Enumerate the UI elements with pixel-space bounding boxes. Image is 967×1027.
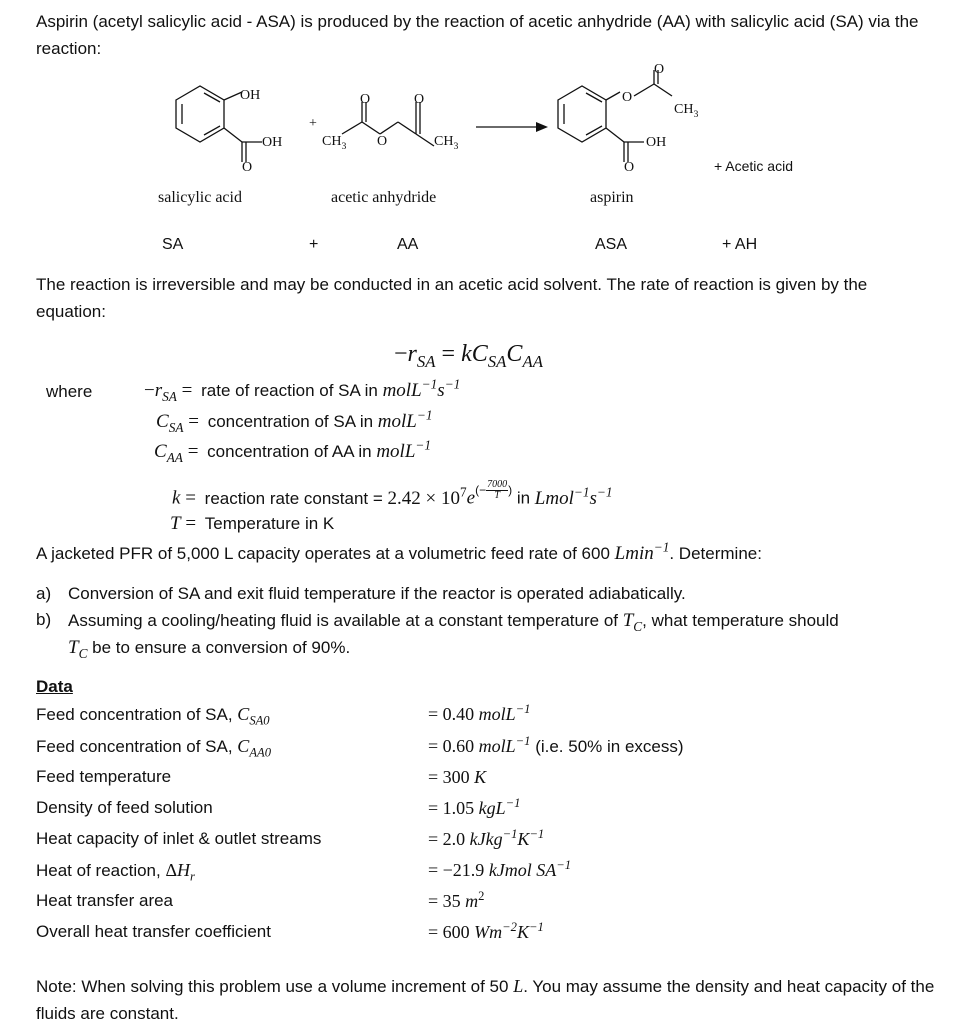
def-row-rate: $-r_{SA}$ = rate of reaction of SA in $molL^{-1}s^{-1}$ xyxy=(144,376,461,404)
sa-oh-top: OH xyxy=(240,88,261,103)
data-row-caa0: Feed concentration of SA, $C_{AA0}$ = 0.60 molL$^{-1}$ (i.e. 50% in excess) xyxy=(36,734,684,760)
asa-ch3: $CH_3$ xyxy=(674,102,699,120)
data-row-u: Overall heat transfer coefficient = 600 $Wm^{-2}K^{-1}$ xyxy=(36,920,544,942)
plus-sign-1: + xyxy=(309,116,317,131)
abbrev-plus: + xyxy=(309,236,319,253)
asa-o: O xyxy=(624,160,635,175)
abbrev-ah: + AH xyxy=(722,236,758,253)
asa-name-label: aspirin xyxy=(590,189,634,206)
data-row-area: Heat transfer area = 35 $m^2$ xyxy=(36,889,485,911)
sa-oh-side: OH xyxy=(262,135,283,150)
where-label: where xyxy=(46,382,93,401)
reaction-scheme xyxy=(150,62,820,222)
aa-ch3-left: $CH_3$ xyxy=(322,134,347,152)
intro-paragraph: Aspirin (acetyl salicylic acid - ASA) is produced by the reaction of acetic anhydride (AA) with salicylic acid (SA) via the reaction: xyxy=(36,12,919,58)
sa-name-label: salicylic acid xyxy=(158,189,242,206)
asa-benzene-ring xyxy=(558,86,606,142)
asa-o-carbonyl: O xyxy=(654,62,665,77)
question-b: b) Assuming a cooling/heating fluid is available at a constant temperature of $T_C$, what temperature should $T_C$ be to ensure a conversion of 90%. xyxy=(36,610,839,661)
aa-o-left: O xyxy=(360,92,371,107)
question-a: a) Conversion of SA and exit fluid temperature if the reactor is operated adiabatically. xyxy=(36,584,686,603)
data-row-heat-of-reaction: Heat of reaction, $\Delta H_r$ = −21.9 kJmol $SA^{-1}$ xyxy=(36,858,572,884)
sa-o: O xyxy=(242,160,253,175)
data-heading: Data xyxy=(36,677,73,696)
data-row-csa0: Feed concentration of SA, $C_{SA0}$ = 0.40 molL$^{-1}$ xyxy=(36,702,531,728)
def-row-t: T = Temperature in K xyxy=(170,513,335,534)
abbrev-sa: SA xyxy=(162,236,184,253)
data-row-density: Density of feed solution = 1.05 kgL$^{-1}$ xyxy=(36,796,521,818)
acetic-acid-product: + Acetic acid xyxy=(714,158,793,174)
abbrev-aa: AA xyxy=(397,236,419,253)
aa-name-label: acetic anhydride xyxy=(331,189,437,206)
rate-equation: $-r_{SA} = kC_{SA}C_{AA}$ xyxy=(394,341,543,371)
def-row-k: k = reaction rate constant = $2.42 \times 10^7e^{(- \frac{7000}{T} )}$ in $Lmol^{-1}s^{-1}$ xyxy=(172,479,613,509)
asa-o-ester: O xyxy=(622,90,633,105)
abbrev-asa: ASA xyxy=(595,236,628,253)
def-row-csa: $C_{SA}$ = concentration of SA in molL$^{-1}$ xyxy=(156,407,433,435)
aa-o-bridge: O xyxy=(377,134,388,149)
data-row-heat-capacity: Heat capacity of inlet & outlet streams = 2.0 $kJkg^{-1}K^{-1}$ xyxy=(36,827,545,849)
note-paragraph: Note: When solving this problem use a volume increment of 50 L. You may assume the density and heat capacity of the fluids are constant. xyxy=(36,976,935,1023)
pfr-paragraph: A jacketed PFR of 5,000 L capacity operates at a volumetric feed rate of 600 Lmin$^{-1}$. Determine: xyxy=(36,539,762,564)
reaction-arrow-head xyxy=(536,122,548,132)
rate-paragraph: The reaction is irreversible and may be conducted in an acetic acid solvent. The rate of reaction is given by the equation: xyxy=(36,275,868,321)
aa-ch3-right: $CH_3$ xyxy=(434,134,459,152)
aa-o-right: O xyxy=(414,92,425,107)
sa-benzene-ring xyxy=(176,86,224,142)
asa-oh: OH xyxy=(646,135,667,150)
data-row-feed-temp: Feed temperature = 300 K xyxy=(36,767,487,787)
def-row-caa: $C_{AA}$ = concentration of AA in molL$^{-1}$ xyxy=(154,437,432,465)
